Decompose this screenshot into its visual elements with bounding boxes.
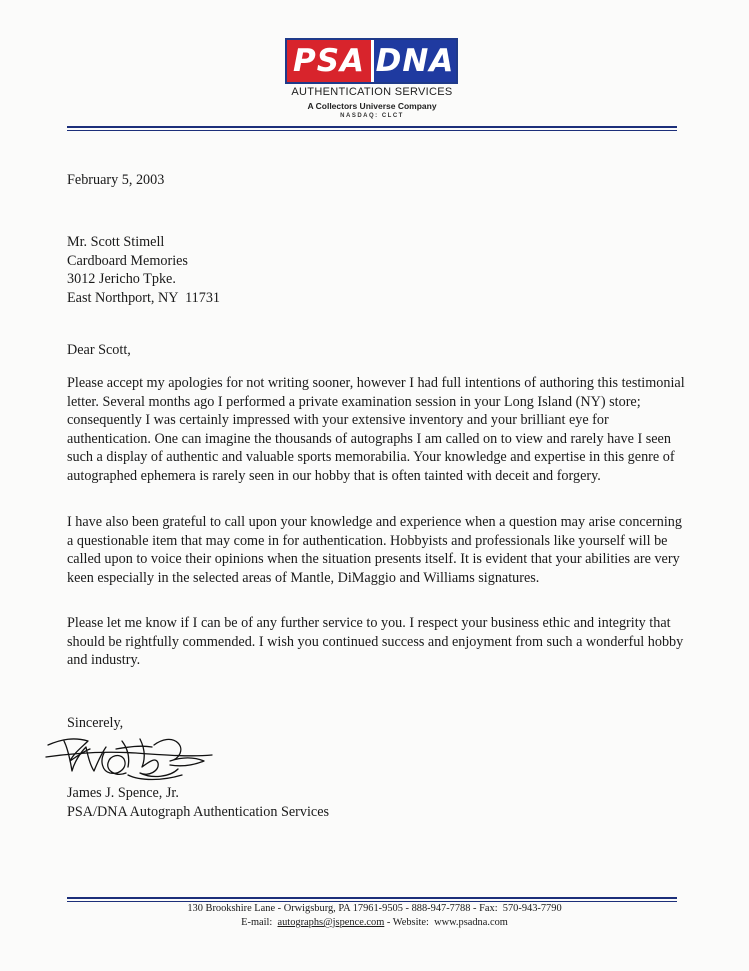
letterhead-company: A Collectors Universe Company	[307, 101, 437, 111]
footer-contact	[0, 917, 749, 928]
salutation: Dear Scott,	[67, 342, 131, 358]
signer-name: James J. Spence, Jr.	[67, 785, 179, 801]
handwritten-signature	[44, 727, 214, 785]
letterhead-services: AUTHENTICATION SERVICES	[291, 86, 453, 98]
signer-block	[67, 784, 329, 821]
footer-email-link[interactable]: autographs@jspence.com	[277, 917, 385, 928]
recipient-name: Mr. Scott Stimell	[67, 234, 165, 250]
body-paragraph-2: I have also been grateful to call upon your knowledge and experience when a question may arise concerning a questionable item that may come in for authentication. Hobbyists and professionals like yourself will be called upon to voice their opinions when the situation presents itself. It is evident that your abilities are very keen especially in the selected areas of Mantle, DiMaggio and Williams signatures.	[67, 514, 682, 586]
closing: Sincerely,	[67, 715, 124, 731]
recipient-city: East Northport, NY 11731	[67, 289, 221, 306]
signer-title: PSA/DNA Autograph Authentication Services	[67, 803, 330, 820]
footer-website-label: - Website:	[384, 917, 435, 928]
body-paragraph-3: Please let me know if I can be of any further service to you. I respect your business ethic and integrity that should be rightfully commended. I wish you continued success and enjoyment from such a wonderful hobby and industry.	[67, 615, 684, 669]
recipient-address	[67, 233, 220, 307]
footer-rule-thin	[67, 901, 677, 902]
letterhead-nasdaq: NASDAQ: CLCT	[340, 113, 404, 119]
header-rule	[67, 126, 677, 128]
footer-website-link[interactable]: www.psadna.com	[434, 917, 508, 928]
letter-date: February 5, 2003	[67, 172, 165, 188]
psa-dna-logo	[285, 38, 458, 84]
header-rule-thin	[67, 130, 677, 131]
logo-psa-text: PSA	[287, 40, 371, 82]
footer-rule	[67, 897, 677, 899]
recipient-street: 3012 Jericho Tpke.	[67, 271, 176, 288]
footer-address: 130 Brookshire Lane - Orwigsburg, PA 17961-9505 - 888-947-7788 - Fax: 570-943-7790	[187, 903, 562, 914]
footer-email-label: E-mail:	[241, 917, 278, 928]
logo-dna-text: DNA	[374, 40, 456, 82]
recipient-company: Cardboard Memories	[67, 252, 188, 269]
body-paragraph-1: Please accept my apologies for not writing sooner, however I had full intentions of authoring this testimonial letter. Several months ago I performed a private examination session in your Long Island (NY) store; consequently I was certainly impressed with your extensive inventory and your brilliant eye for authentication. One can imagine the thousands of autographs I am called on to view and rarely have I seen such a display of authentic and valuable sports memorabilia. Your knowledge and expertise in this genre of autographed ephemera is rarely seen in our hobby that is often tainted with deceit and forgery.	[67, 375, 685, 484]
